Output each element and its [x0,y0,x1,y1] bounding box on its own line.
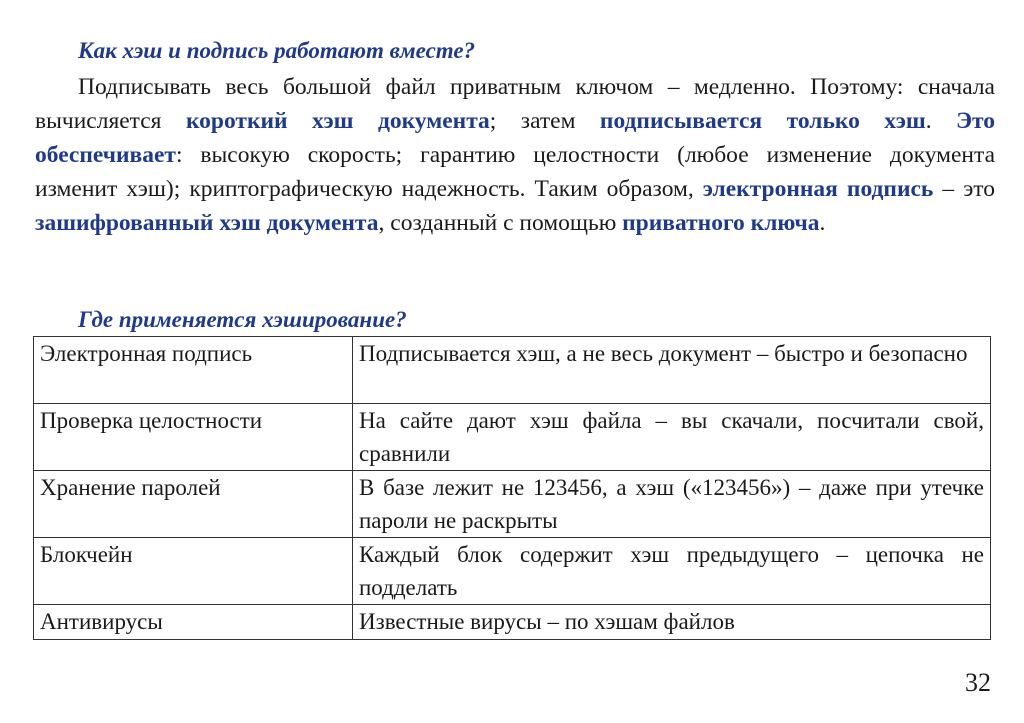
description-cell: В базе лежит не 123456, а хэш («123456») – даже при утечке пароли не раскрыты [353,471,991,538]
use-cell: Антивирусы [34,605,353,640]
emphasis-short-hash: короткий хэш документа [185,108,490,134]
description-cell: Известные вирусы – по хэшам файлов [353,605,991,640]
table-row [34,404,991,471]
emphasis-sign-only-hash: подписывается только хэш [599,108,926,134]
paragraph-text: : высокую скорость; гарантию целостности (любое изменение документа изменит хэш); криптографическую надежность. Таким образом, [35,142,995,202]
heading-where-hashing-used: Где применяется хэширование? [78,307,407,332]
emphasis-this-provides: Это обеспечивает [35,108,996,168]
use-cell: Проверка целостности [34,404,353,471]
description-cell: На сайте дают хэш файла – вы скачали, посчитали свой, сравнили [353,404,991,471]
table-row [34,471,991,538]
use-cell: Хранение паролей [34,471,353,538]
paragraph-text: . [925,108,957,134]
explanation-paragraph [35,70,995,240]
use-cell: Электронная подпись [34,337,353,404]
description-cell: Подписывается хэш, а не весь документ – быстро и безопасно [353,337,991,404]
emphasis-encrypted-hash: зашифрованный хэш документа [35,210,379,236]
table-row [34,605,991,640]
page-number: 32 [965,668,991,697]
paragraph-text: Подписывать весь большой файл приватным ключом – медленно. Поэтому: сначала вычисляется [35,74,995,134]
hashing-uses-table [33,336,991,640]
paragraph-text: ; затем [489,108,600,134]
table-row [34,538,991,605]
paragraph-text: , созданный с помощью [378,210,623,236]
paragraph-text: – это [933,176,995,202]
description-cell: Каждый блок содержит хэш предыдущего – цепочка не подделать [353,538,991,605]
use-cell: Блокчейн [34,538,353,605]
paragraph-text: . [819,210,826,236]
table-row [34,337,991,404]
heading-hash-and-signature: Как хэш и подпись работают вместе? [78,38,476,63]
emphasis-electronic-signature: электронная подпись [702,176,934,202]
emphasis-private-key: приватного ключа [622,210,820,236]
